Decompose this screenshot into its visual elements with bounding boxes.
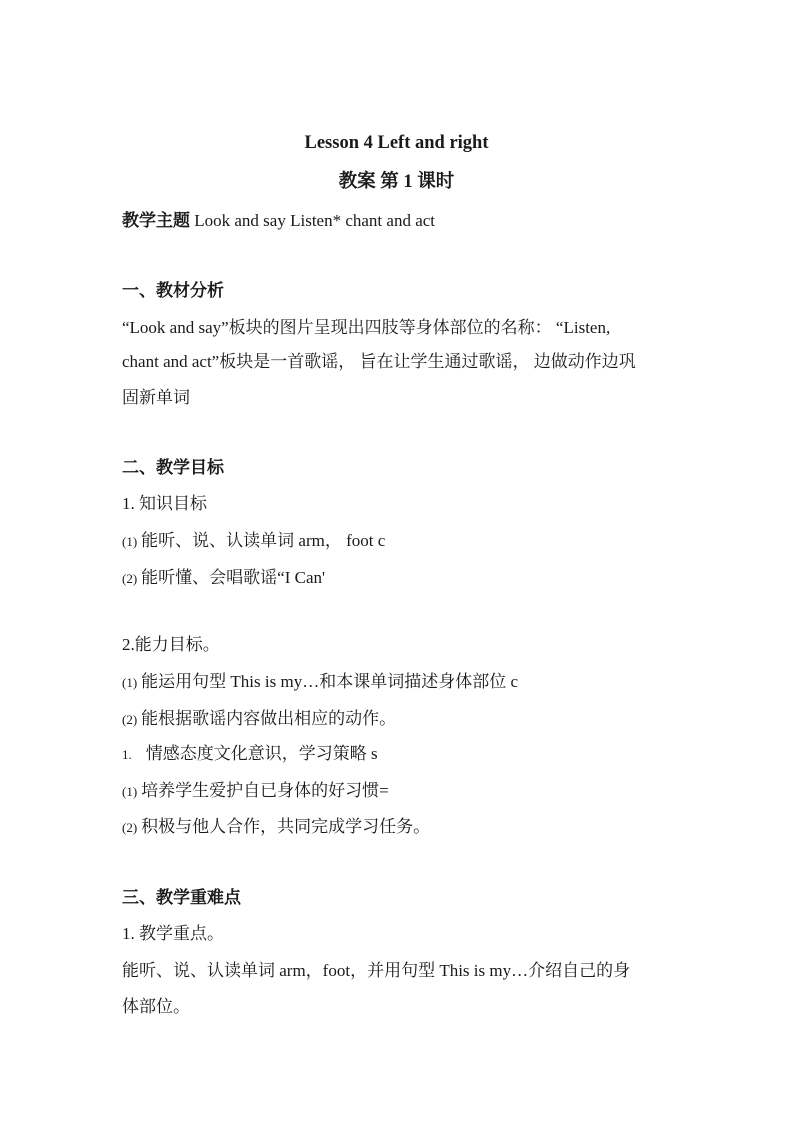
list-item bbox=[122, 816, 681, 839]
paragraph-line: 能听、说、认读单词 arm，foot，并用句型 This is my…介绍自己的身 bbox=[122, 961, 631, 980]
section-heading-material-analysis: 一、教材分析 bbox=[122, 281, 224, 300]
list-item bbox=[122, 708, 681, 731]
lesson-title: Lesson 4 Left and right bbox=[304, 133, 489, 153]
item-number: (1) bbox=[122, 675, 138, 690]
list-item bbox=[122, 530, 681, 553]
subheading-knowledge-goals: 1. 知识目标 bbox=[122, 494, 207, 513]
item-text: 能听懂、会唱歌谣“I Can' bbox=[141, 568, 326, 587]
teaching-theme bbox=[122, 210, 681, 232]
item-number: 1. bbox=[122, 747, 132, 762]
lesson-subtitle: 教案 第 1 课时 bbox=[338, 172, 455, 192]
list-item bbox=[122, 780, 681, 803]
paragraph-line: 固新单词 bbox=[122, 388, 190, 407]
item-number: (2) bbox=[122, 820, 138, 835]
subheading-key-points: 1. 教学重点。 bbox=[122, 924, 224, 943]
item-text: 能根据歌谣内容做出相应的动作。 bbox=[141, 709, 397, 728]
list-item bbox=[122, 671, 681, 694]
subheading-emotion-goals bbox=[122, 743, 681, 766]
item-number: (2) bbox=[122, 571, 138, 586]
section-heading-key-difficult-points: 三、教学重难点 bbox=[122, 888, 241, 907]
item-text: 培养学生爱护自已身体的好习惯= bbox=[141, 781, 389, 800]
section-heading-teaching-goals: 二、教学目标 bbox=[122, 458, 224, 477]
item-number: (1) bbox=[122, 784, 138, 799]
item-text: 积极与他人合作，共同完成学习任务。 bbox=[141, 817, 431, 836]
item-number: (1) bbox=[122, 534, 138, 549]
item-number: (2) bbox=[122, 712, 138, 727]
paragraph-line: “Look and say”板块的图片呈现出四肢等身体部位的名称： “Listen, bbox=[122, 318, 611, 337]
paragraph-line: chant and act”板块是一首歌谣， 旨在让学生通过歌谣， 边做动作边巩 bbox=[122, 352, 636, 371]
theme-label: 教学主题 bbox=[122, 211, 190, 230]
item-text: 能运用句型 This is my…和本课单词描述身体部位 c bbox=[141, 672, 519, 691]
subheading-ability-goals: 2.能力目标。 bbox=[122, 635, 220, 654]
paragraph-line: 体部位。 bbox=[122, 997, 190, 1016]
theme-text: Look and say Listen* chant and act bbox=[194, 211, 436, 230]
list-item bbox=[122, 567, 681, 590]
item-text: 情感态度文化意识，学习策略 s bbox=[145, 744, 378, 763]
item-text: 能听、说、认读单词 arm， foot c bbox=[141, 531, 386, 550]
